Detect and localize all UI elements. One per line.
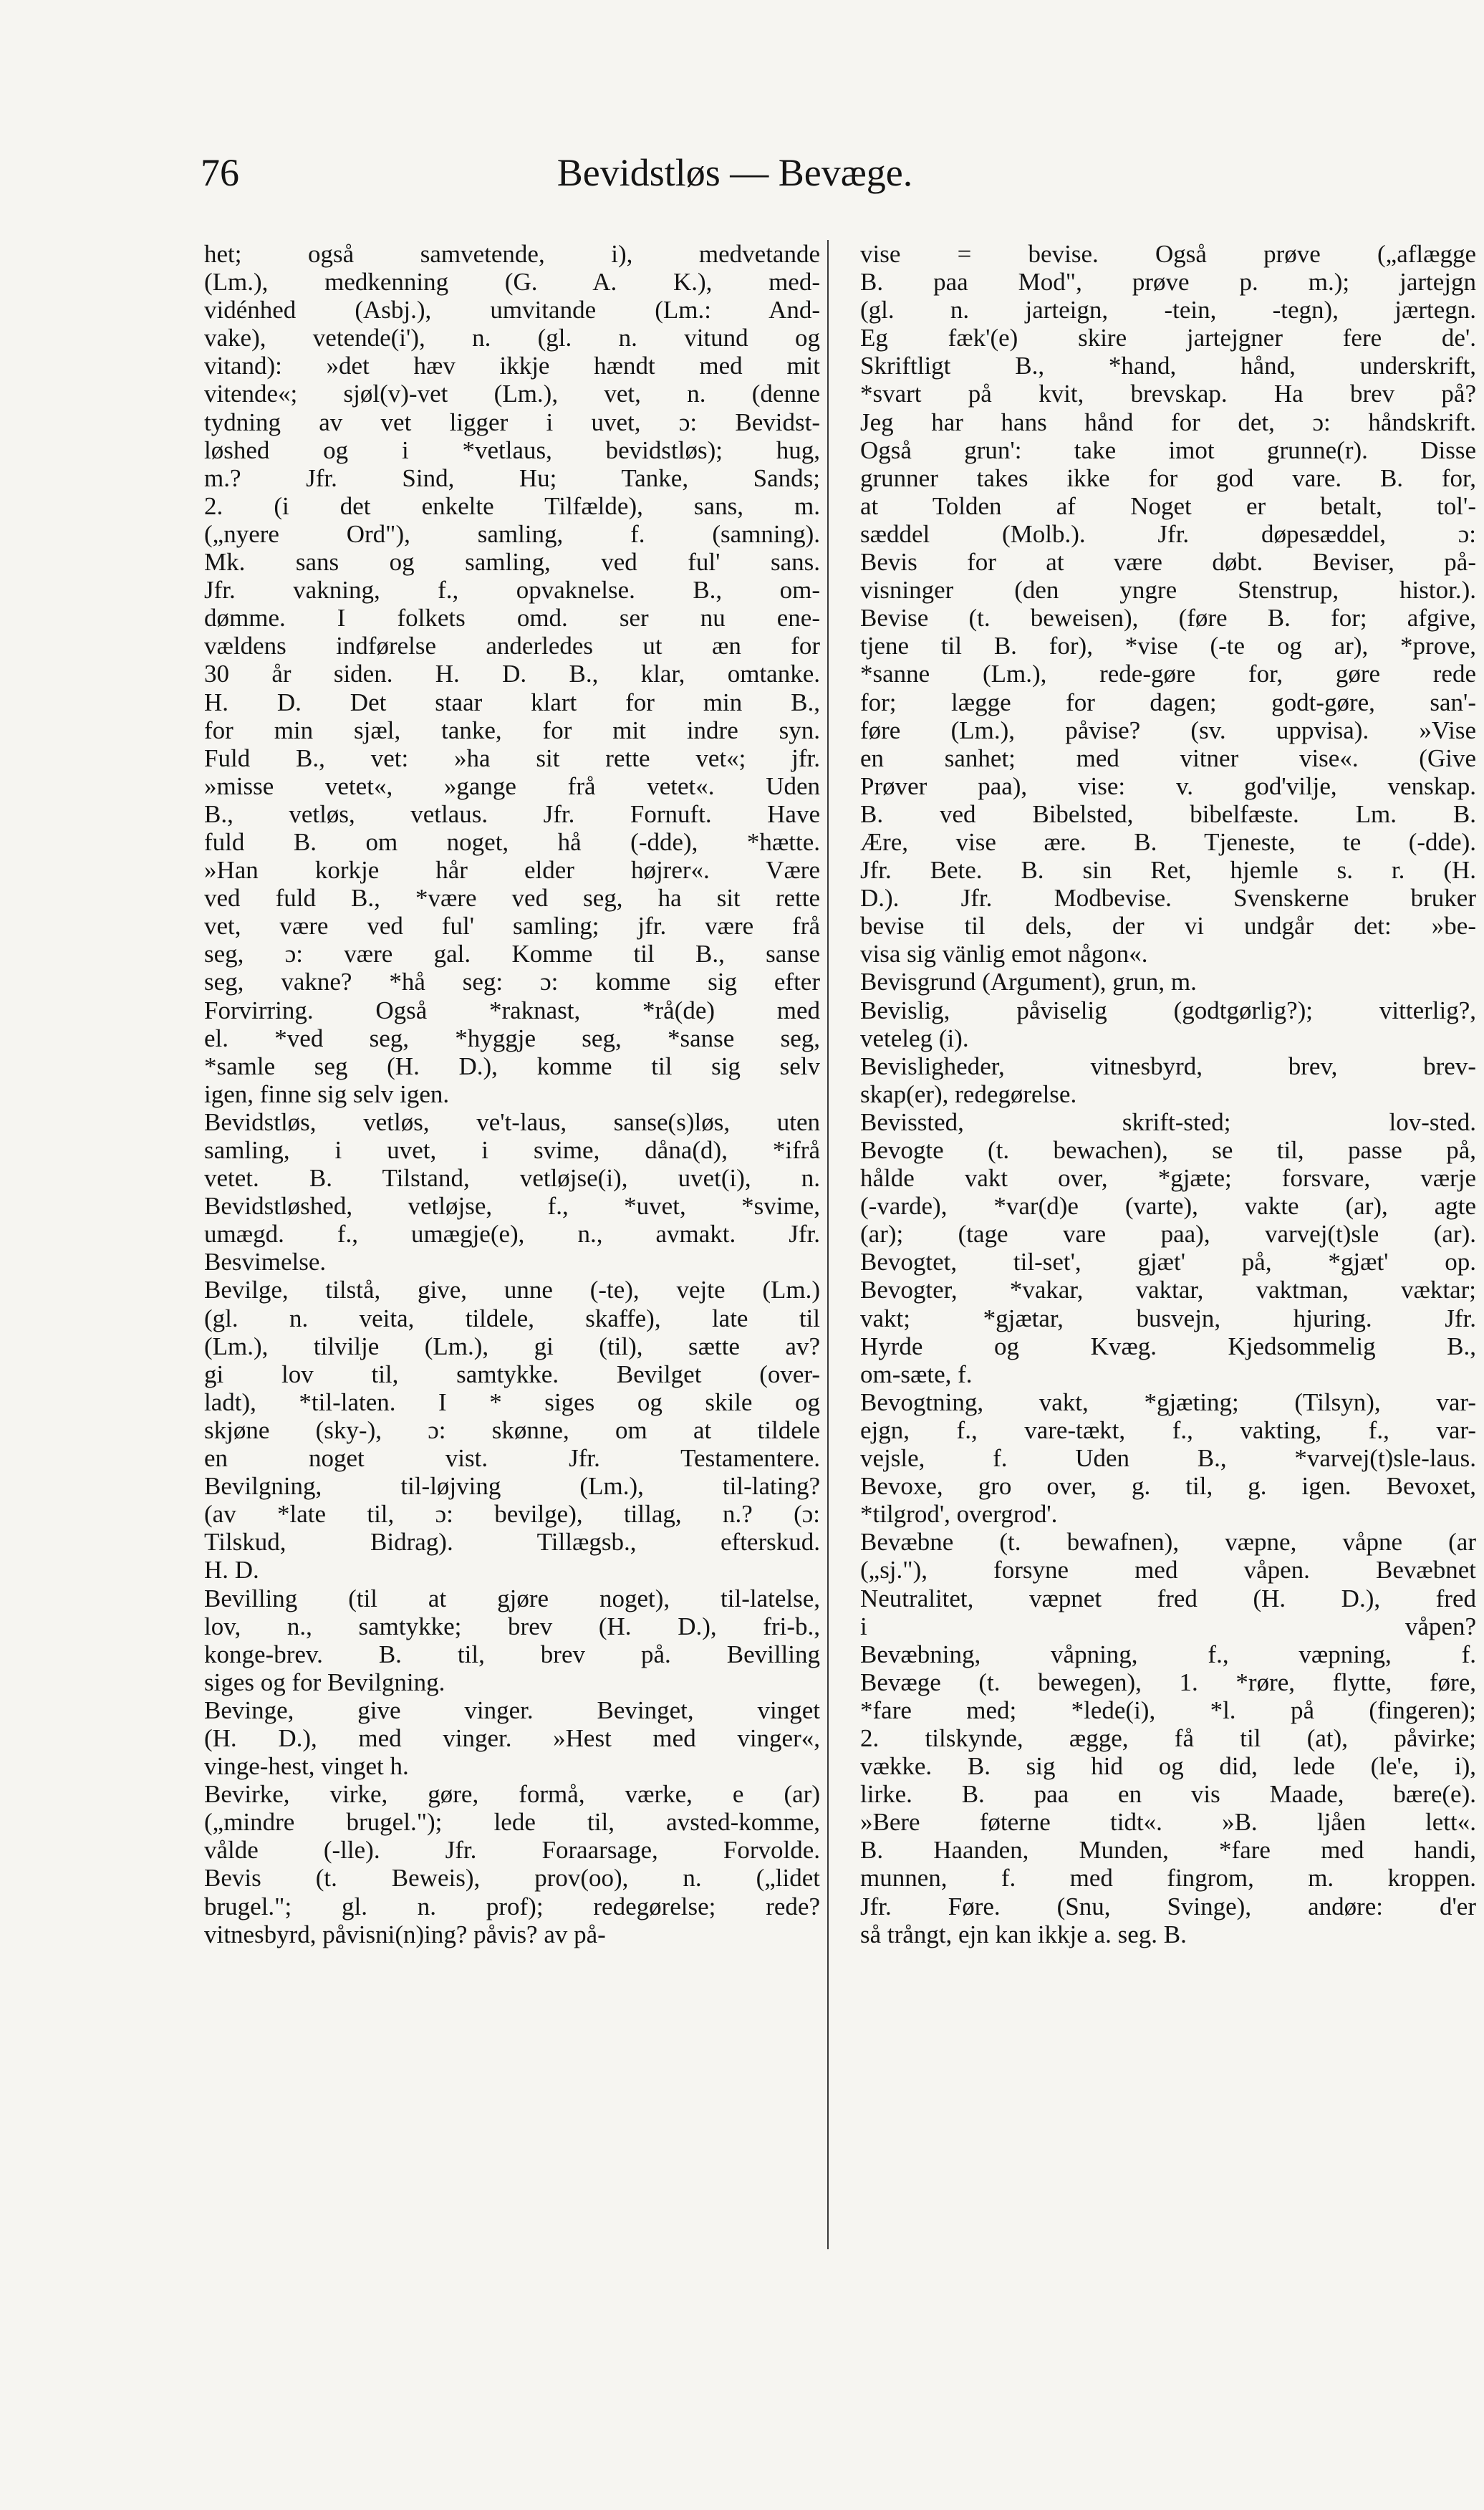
text-line: seg, vakne? *hå seg: ɔ: komme sig efter — [204, 968, 820, 996]
text-line: (H. D.), med vinger. »Hest med vinger«, — [204, 1723, 820, 1752]
text-line: i våpen? — [860, 1612, 1476, 1640]
text-line: Neutralitet, væpnet fred (H. D.), fred — [860, 1584, 1476, 1612]
text-line: munnen, f. med fingrom, m. kroppen. — [860, 1864, 1476, 1893]
text-line: vise = bevise. Også prøve („aflægge — [860, 240, 1476, 268]
text-line: om-sæte, f. — [860, 1360, 973, 1388]
text-line: at Tolden af Noget er betalt, tol'- — [860, 491, 1476, 520]
text-line: (Lm.), medkenning (G. A. K.), med- — [204, 268, 820, 297]
text-line: Besvimelse. — [204, 1248, 327, 1276]
text-line: Bevisgrund (Argument), grun, m. — [860, 968, 1197, 996]
text-line: »Bere føterne tidt«. »B. ljåen lett«. — [860, 1808, 1476, 1837]
text-line: vældens indførelse anderledes ut æn for — [204, 632, 820, 660]
text-line: (gl. n. veita, tildele, skaffe), late til — [204, 1304, 820, 1332]
text-line: vinge-hest, vinget h. — [204, 1752, 409, 1781]
text-line: så trångt, ejn kan ikkje a. seg. B. — [860, 1920, 1187, 1948]
text-line: m.? Jfr. Sind, Hu; Tanke, Sands; — [204, 463, 820, 492]
text-line: 2. tilskynde, ægge, få til (at), påvirke; — [860, 1723, 1476, 1752]
text-line: (-varde), *var(d)e (varte), vakte (ar), agte — [860, 1192, 1476, 1221]
text-line: B. Haanden, Munden, *fare med handi, — [860, 1836, 1476, 1865]
text-line: Bevirke, virke, gøre, formå, værke, e (ar) — [204, 1780, 820, 1809]
text-line: vetet. B. Tilstand, vetløjse(i), uvet(i), n. — [204, 1164, 820, 1193]
text-line: Bevæge (t. bewegen), 1. *røre, flytte, føre, — [860, 1668, 1476, 1696]
text-line: Også grun': take imot grunne(r). Disse — [860, 436, 1476, 464]
text-line: bevise til dels, der vi undgår det: »be- — [860, 912, 1476, 941]
text-line: vejsle, f. Uden B., *varvej(t)sle-laus. — [860, 1444, 1476, 1473]
text-line: Bevilgning, til-løjving (Lm.), til-lating? — [204, 1472, 820, 1501]
text-line: for; lægge for dagen; godt-gøre, san'- — [860, 688, 1476, 716]
text-line: het; også samvetende, i), medvetande — [204, 240, 820, 268]
text-line: igen, finne sig selv igen. — [204, 1080, 450, 1108]
text-line: lirke. B. paa en vis Maade, bære(e). — [860, 1780, 1476, 1809]
text-line: vække. B. sig hid og did, lede (le'e, i), — [860, 1752, 1476, 1781]
text-line: løshed og i *vetlaus, bevidstløs); hug, — [204, 436, 820, 464]
text-line: Bevise (t. beweisen), (føre B. for; afgive, — [860, 604, 1476, 633]
text-line: ladt), *til-laten. I * siges og skile og — [204, 1388, 820, 1416]
column-divider — [827, 240, 829, 2249]
text-line: Bevogte (t. bewachen), se til, passe på, — [860, 1136, 1476, 1164]
text-line: Eg fæk'(e) skire jartejgner fere de'. — [860, 324, 1476, 352]
text-line: D.). Jfr. Modbevise. Svenskerne bruker — [860, 884, 1476, 913]
text-line: Tilskud, Bidrag). Tillægsb., efterskud. — [204, 1528, 820, 1557]
text-line: Bevidstløshed, vetløjse, f., *uvet, *svime, — [204, 1192, 820, 1221]
text-line: Hyrde og Kvæg. Kjedsommelig B., — [860, 1332, 1476, 1360]
text-line: skap(er), redegørelse. — [860, 1080, 1077, 1108]
text-line: en noget vist. Jfr. Testamentere. — [204, 1444, 820, 1473]
text-line: en sanhet; med vitner vise«. (Give — [860, 744, 1476, 772]
text-line: skjøne (sky-), ɔ: skønne, om at tildele — [204, 1415, 820, 1444]
text-line: tjene til B. for), *vise (-te og ar), *prove, — [860, 632, 1476, 660]
text-line: vitnesbyrd, påvisni(n)ing? påvis? av på- — [204, 1920, 606, 1948]
text-line: »Han korkje hår elder højrer«. Være — [204, 856, 820, 885]
text-line: visa sig vänlig emot någon«. — [860, 940, 1148, 968]
text-line: ved fuld B., *være ved seg, ha sit rette — [204, 884, 820, 913]
text-line: fuld B. om noget, hå (-dde), *hætte. — [204, 827, 820, 856]
text-line: Bevilling (til at gjøre noget), til-latelse, — [204, 1584, 820, 1612]
page-header — [201, 150, 1269, 208]
text-line: grunner takes ikke for god vare. B. for, — [860, 463, 1476, 492]
text-line: el. *ved seg, *hyggje seg, *sanse seg, — [204, 1024, 820, 1052]
text-line: visninger (den yngre Stenstrup, histor.). — [860, 576, 1476, 605]
right-column — [860, 240, 1476, 1948]
text-line: Jfr. vakning, f., opvaknelse. B., om- — [204, 576, 820, 605]
text-line: (ar); (tage vare paa), varvej(t)sle (ar). — [860, 1220, 1476, 1249]
text-line: Mk. sans og samling, ved ful' sans. — [204, 548, 820, 577]
text-line: Bevogtning, vakt, *gjæting; (Tilsyn), var- — [860, 1388, 1476, 1416]
text-line: *samle seg (H. D.), komme til sig selv — [204, 1052, 820, 1080]
text-line: Bevidstløs, vetløs, ve't-laus, sanse(s)løs, uten — [204, 1107, 820, 1136]
text-line: *tilgrod', overgrod'. — [860, 1500, 1058, 1529]
text-line: lov, n., samtykke; brev (H. D.), fri-b., — [204, 1612, 820, 1640]
text-line: »misse vetet«, »gange frå vetet«. Uden — [204, 771, 820, 800]
text-line: vake), vetende(i'), n. (gl. n. vitund og — [204, 324, 820, 352]
text-line: *sanne (Lm.), rede-gøre for, gøre rede — [860, 660, 1476, 688]
text-line: B., vetløs, vetlaus. Jfr. Fornuft. Have — [204, 799, 820, 828]
text-line: Prøver paa), vise: v. god'vilje, venskap. — [860, 771, 1476, 800]
text-line: dømme. I folkets omd. ser nu ene- — [204, 604, 820, 633]
text-line: vidénhed (Asbj.), umvitande (Lm.: And- — [204, 296, 820, 324]
text-line: Jfr. Føre. (Snu, Svinge), andøre: d'er — [860, 1892, 1476, 1920]
text-line: (gl. n. jarteign, -tein, -tegn), jærtegn. — [860, 296, 1476, 324]
text-line: Bevinge, give vinger. Bevinget, vinget — [204, 1696, 820, 1724]
text-line: Bevisligheder, vitnesbyrd, brev, brev- — [860, 1052, 1476, 1080]
text-line: („sj."), forsyne med våpen. Bevæbnet — [860, 1556, 1476, 1585]
text-line: siges og for Bevilgning. — [204, 1668, 445, 1696]
text-line: Bevogter, *vakar, vaktar, vaktman, væktar; — [860, 1276, 1476, 1304]
text-line: ejgn, f., vare-tækt, f., vakting, f., var- — [860, 1415, 1476, 1444]
text-line: Bevis (t. Beweis), prov(oo), n. („lidet — [204, 1864, 820, 1893]
text-line: (Lm.), tilvilje (Lm.), gi (til), sætte av? — [204, 1332, 820, 1360]
text-line: H. D. — [204, 1556, 259, 1585]
page-number: 76 — [201, 151, 239, 194]
text-line: vitand): »det hæv ikkje hændt med mit — [204, 352, 820, 380]
text-line: Bevilge, tilstå, give, unne (-te), vejte (Lm.) — [204, 1276, 820, 1304]
text-line: („mindre brugel."); lede til, avsted-komme, — [204, 1808, 820, 1837]
text-line: Jeg har hans hånd for det, ɔ: håndskrift. — [860, 408, 1476, 436]
text-line: 2. (i det enkelte Tilfælde), sans, m. — [204, 491, 820, 520]
running-title: Bevidstløs — Bevæge. — [556, 151, 913, 194]
text-line: B. ved Bibelsted, bibelfæste. Lm. B. — [860, 799, 1476, 828]
text-line: Ære, vise ære. B. Tjeneste, te (-dde). — [860, 827, 1476, 856]
text-line: Bevoxe, gro over, g. til, g. igen. Bevoxet, — [860, 1472, 1476, 1501]
text-line: („nyere Ord"), samling, f. (samning). — [204, 519, 820, 548]
text-line: gi lov til, samtykke. Bevilget (over- — [204, 1360, 820, 1388]
text-line: brugel."; gl. n. prof); redegørelse; rede? — [204, 1892, 820, 1920]
text-line: vet, være ved ful' samling; jfr. være frå — [204, 912, 820, 941]
text-line: Bevissted, skrift-sted; lov-sted. — [860, 1107, 1476, 1136]
text-line: seg, ɔ: være gal. Komme til B., sanse — [204, 940, 820, 968]
text-line: veteleg (i). — [860, 1024, 969, 1052]
text-line: 30 år siden. H. D. B., klar, omtanke. — [204, 660, 820, 688]
text-line: konge-brev. B. til, brev på. Bevilling — [204, 1640, 820, 1668]
text-line: umægd. f., umægje(e), n., avmakt. Jfr. — [204, 1220, 820, 1249]
text-line: Jfr. Bete. B. sin Ret, hjemle s. r. (H. — [860, 856, 1476, 885]
text-line: føre (Lm.), påvise? (sv. uppvisa). »Vise — [860, 716, 1476, 744]
text-line: vakt; *gjætar, busvejn, hjuring. Jfr. — [860, 1304, 1476, 1332]
text-line: Bevæbne (t. bewafnen), væpne, våpne (ar — [860, 1528, 1476, 1557]
text-line: H. D. Det staar klart for min B., — [204, 688, 820, 716]
text-line: tydning av vet ligger i uvet, ɔ: Bevidst- — [204, 408, 820, 436]
text-line: vålde (-lle). Jfr. Foraarsage, Forvolde. — [204, 1836, 820, 1865]
text-line: Bevislig, påviselig (godtgørlig?); vitterlig?, — [860, 996, 1476, 1024]
text-line: hålde vakt over, *gjæte; forsvare, værje — [860, 1164, 1476, 1193]
text-line: Skriftligt B., *hand, hånd, underskrift, — [860, 352, 1476, 380]
text-line: *fare med; *lede(i), *l. på (fingeren); — [860, 1696, 1476, 1724]
text-line: Forvirring. Også *raknast, *rå(de) med — [204, 996, 820, 1024]
text-line: B. paa Mod", prøve p. m.); jartejgn — [860, 268, 1476, 297]
text-line: Bevæbning, våpning, f., væpning, f. — [860, 1640, 1476, 1668]
text-line: sæddel (Molb.). Jfr. døpesæddel, ɔ: — [860, 519, 1476, 548]
left-column — [204, 240, 820, 1948]
text-line: Bevogtet, til-set', gjæt' på, *gjæt' op. — [860, 1248, 1476, 1276]
text-line: vitende«; sjøl(v)-vet (Lm.), vet, n. (denne — [204, 380, 820, 408]
text-line: for min sjæl, tanke, for mit indre syn. — [204, 716, 820, 744]
text-line: *svart på kvit, brevskap. Ha brev på? — [860, 380, 1476, 408]
text-line: (av *late til, ɔ: bevilge), tillag, n.? (ɔ: — [204, 1500, 820, 1529]
text-line: Bevis for at være døbt. Beviser, på- — [860, 548, 1476, 577]
text-line: Fuld B., vet: »ha sit rette vet«; jfr. — [204, 744, 820, 772]
text-line: samling, i uvet, i svime, dåna(d), *ifrå — [204, 1136, 820, 1164]
